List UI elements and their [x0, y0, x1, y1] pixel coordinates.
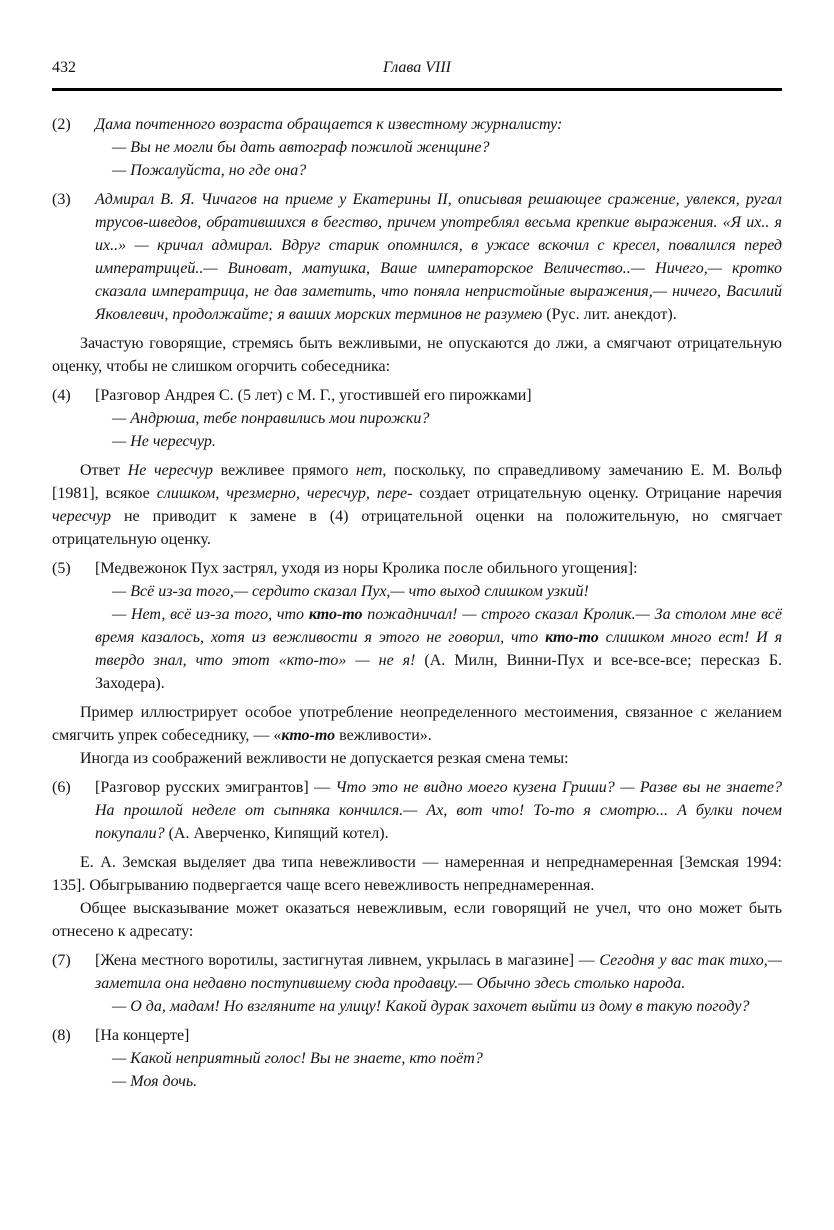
dialogue-line: [95, 407, 782, 430]
header-rule: [52, 88, 782, 91]
text-segment: вежливости».: [335, 726, 432, 744]
example-number: (6): [52, 778, 71, 796]
paragraph: [52, 332, 782, 378]
text-segment: Общее высказывание может оказаться невежливым, если говорящий не учел, что оно может быть отнесено к адресату:: [52, 899, 782, 940]
text-segment: не приводит к замене в (4) отрицательной оценки на положительную, но смягчает отрицательную оценку.: [52, 507, 782, 548]
paragraph: [95, 1024, 782, 1047]
example-body: [95, 557, 782, 695]
numbered-example: [52, 557, 782, 695]
paragraph: [95, 113, 782, 136]
dialogue-line: [95, 136, 782, 159]
paragraph: [52, 459, 782, 551]
example-number: (5): [52, 559, 71, 577]
dialogue-line: [95, 430, 782, 453]
dialogue-line: [95, 995, 782, 1018]
numbered-example: [52, 949, 782, 1018]
paragraph: [95, 384, 782, 407]
text-segment: кто-то: [308, 605, 363, 623]
example-number: (2): [52, 115, 71, 133]
example-body: [95, 188, 782, 326]
text-segment: (А. Милн, Винни-Пух и все-все-все; пересказ Б. Заходера).: [95, 651, 783, 692]
example-number: (8): [52, 1026, 71, 1044]
dialogue-line: [95, 1070, 782, 1093]
text-segment: — Вы не могли бы дать автограф пожилой женщине?: [112, 138, 490, 156]
example-body: [95, 949, 782, 1018]
numbered-example: [52, 188, 782, 326]
example-body: [95, 776, 782, 845]
text-segment: [Разговор русских эмигрантов] —: [95, 778, 336, 796]
page-header: [52, 56, 782, 79]
text-segment: [Жена местного воротилы, застигнутая ливнем, укрылась в магазине] —: [95, 951, 600, 969]
text-segment: вежливее прямого: [213, 461, 356, 479]
text-segment: — Всё из-за того,— сердито сказал Пух,— что выход слишком узкий!: [112, 582, 589, 600]
numbered-example: [52, 113, 782, 182]
text-segment: Не чересчур: [127, 461, 214, 479]
text-segment: Ответ: [80, 461, 128, 479]
text-segment: слишком, чрезмерно, чересчур, пере-: [156, 484, 413, 502]
text-segment: — Пожалуйста, но где она?: [112, 161, 307, 179]
page-body: [52, 113, 782, 1093]
text-segment: Дама почтенного возраста обращается к известному журналисту:: [95, 115, 563, 133]
paragraph: [52, 701, 782, 747]
text-segment: Сегодня у вас так тихо,— заметила она недавно поступившему сюда продавцу.— Обычно здесь столько народа.: [95, 951, 783, 992]
text-segment: Адмирал В. Я. Чичагов на приеме у Екатерины II, описывая решающее сражение, увлекся, ругал трусов-шведов, обратившихся в бегство, причем употреблял весьма крепкие выражения. «Я их.. я их..» — кричал адмирал. Вдруг старик опомнился, в ужасе вскочил с кресел, повалился перед императрицей..— Виноват, матушка, Ваше императорское Величество..— Ничего,— кротко сказала императрица, не дав заметить, что поняла непристойные выражения,— ничего, Василий Яковлевич, продолжайте; я ваших морских терминов не разумею: [95, 190, 782, 323]
text-segment: Зачастую говорящие, стремясь быть вежливыми, не опускаются до лжи, а смягчают отрицательную оценку, чтобы не слишком огорчить собеседника:: [52, 334, 782, 375]
dialogue-line: [95, 1047, 782, 1070]
text-segment: кто-то: [281, 726, 336, 744]
text-segment: Пример иллюстрирует особое употребление неопределенного местоимения, связанное с желанием смягчить упрек собеседнику, — «: [52, 703, 782, 744]
paragraph: [52, 851, 782, 897]
paragraph: [95, 949, 782, 995]
text-segment: — Какой неприятный голос! Вы не знаете, кто поёт?: [112, 1049, 483, 1067]
text-segment: Что это не видно моего кузена Гриши? — Разве вы не знаете? На прошлой неделе от сыпняка кончился.— Ах, вот что! То-то я смотрю... А булки почем покупали?: [95, 778, 783, 842]
text-segment: — Не чересчур.: [112, 432, 216, 450]
text-segment: (Рус. лит. анекдот).: [546, 305, 677, 323]
paragraph: [95, 188, 782, 326]
paragraph: [52, 747, 782, 770]
chapter-title: Глава VIII: [382, 59, 451, 76]
example-body: [95, 1024, 782, 1093]
text-segment: Е. А. Земская выделяет два типа невежливости — намеренная и непреднамеренная [Земская 1994: 135]. Обыгрыванию подвергается чаще всего невежливость непреднамеренная.: [52, 853, 782, 894]
text-segment: — Нет, всё из-за того, что: [112, 605, 309, 623]
text-segment: — О да, мадам! Но взгляните на улицу! Какой дурак захочет выйти из дому в такую погоду?: [112, 997, 750, 1015]
example-number: (7): [52, 951, 71, 969]
text-segment: слишком много ест! И я твердо знал, что этот «кто-то» — не я!: [95, 628, 783, 669]
example-body: [95, 113, 782, 182]
text-segment: [На концерте]: [95, 1026, 190, 1044]
text-segment: пожадничал! — строго сказал Кролик.— За столом мне всё время казалось, хотя из вежливости я этого не говорил, что: [95, 605, 783, 646]
paragraph: [95, 557, 782, 580]
paragraph: [95, 776, 782, 845]
text-segment: кто-то: [545, 628, 599, 646]
dialogue-line: [95, 159, 782, 182]
text-segment: нет: [355, 461, 383, 479]
example-body: [95, 384, 782, 453]
text-segment: — Андрюша, тебе понравились мои пирожки?: [112, 409, 430, 427]
example-number: (3): [52, 190, 71, 208]
text-segment: создает отрицательную оценку. Отрицание наречия: [412, 484, 782, 502]
numbered-example: [52, 776, 782, 845]
numbered-example: [52, 384, 782, 453]
text-segment: (А. Аверченко, Кипящий котел).: [168, 824, 389, 842]
text-segment: , поскольку, по справедливому замечанию Е. М. Вольф [1981], всякое: [52, 461, 782, 502]
text-segment: Иногда из соображений вежливости не допускается резкая смена темы:: [80, 749, 569, 767]
text-segment: чересчур: [52, 507, 112, 525]
paragraph: [52, 897, 782, 943]
numbered-example: [52, 1024, 782, 1093]
dialogue-line: [95, 603, 782, 695]
example-number: (4): [52, 386, 71, 404]
page-number: 432: [52, 59, 76, 76]
dialogue-line: [95, 580, 782, 603]
text-segment: [Медвежонок Пух застрял, уходя из норы Кролика после обильного угощения]:: [95, 559, 638, 577]
text-segment: [Разговор Андрея С. (5 лет) с М. Г., угостившей его пирожками]: [95, 386, 532, 404]
text-segment: — Моя дочь.: [112, 1072, 198, 1090]
